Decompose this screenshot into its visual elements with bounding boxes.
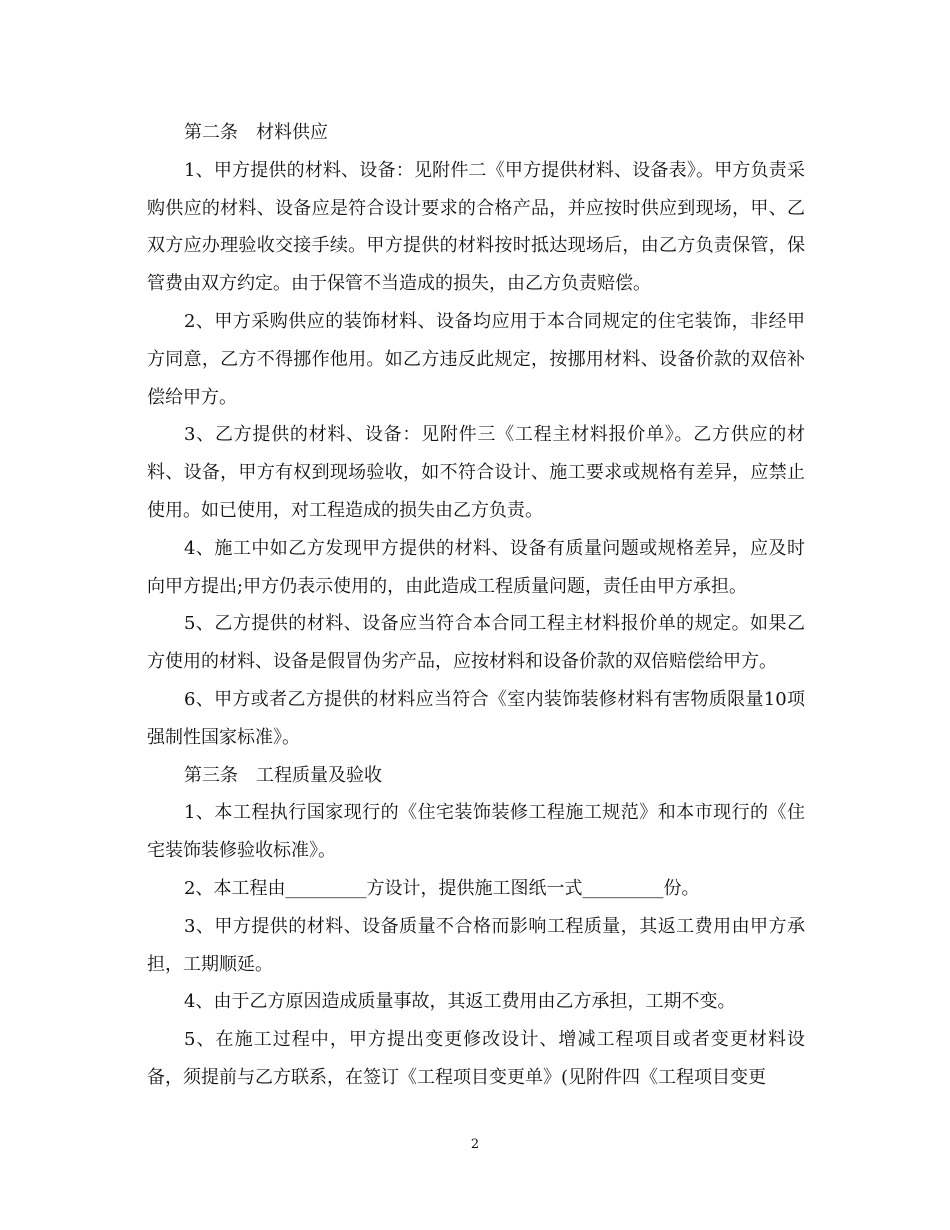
paragraph-2-2: 2、甲方采购供应的装饰材料、设备均应用于本合同规定的住宅装饰，非经甲方同意，乙方不得挪作他用。如乙方违反此规定，按挪用材料、设备价款的双倍补偿给甲方。 [147, 310, 805, 408]
paragraph-3-2: 2、本工程由_________方设计，提供施工图纸一式_________份。 [184, 877, 700, 899]
paragraph-3-1: 1、本工程执行国家现行的《住宅装饰装修工程施工规范》和本市现行的《住宅装饰装修验收标准》。 [147, 802, 805, 862]
paragraph-3-3: 3、甲方提供的材料、设备质量不合格而影响工程质量，其返工费用由甲方承担，工期顺延。 [147, 915, 805, 975]
document-body [147, 114, 805, 1097]
paragraph-2-1: 1、甲方提供的材料、设备：见附件二《甲方提供材料、设备表》。甲方负责采购供应的材料、设备应是符合设计要求的合格产品，并应按时供应到现场，甲、乙双方应办理验收交接手续。甲方提供的材料按时抵达现场后，由乙方负责保管，保管费由双方约定。由于保管不当造成的损失，由乙方负责赔偿。 [147, 159, 805, 295]
paragraph-2-6: 6、甲方或者乙方提供的材料应当符合《室内装饰装修材料有害物质限量10项强制性国家标准》。 [147, 688, 805, 748]
paragraph-2-5: 5、乙方提供的材料、设备应当符合本合同工程主材料报价单的规定。如果乙方使用的材料、设备是假冒伪劣产品，应按材料和设备价款的双倍赔偿给甲方。 [147, 613, 805, 673]
paragraph-2-3: 3、乙方提供的材料、设备：见附件三《工程主材料报价单》。乙方供应的材料、设备，甲方有权到现场验收，如不符合设计、施工要求或规格有差异，应禁止使用。如已使用，对工程造成的损失由乙方负责。 [147, 424, 805, 521]
paragraph-3-5: 5、在施工过程中，甲方提出变更修改设计、增减工程项目或者变更材料设备，须提前与乙方联系，在签订《工程项目变更单》(见附件四《工程项目变更 [147, 1029, 805, 1088]
paragraph-2-4: 4、施工中如乙方发现甲方提供的材料、设备有质量问题或规格差异，应及时向甲方提出;甲方仍表示使用的，由此造成工程质量问题，责任由甲方承担。 [147, 537, 805, 597]
page-number: 2 [470, 1137, 480, 1152]
paragraph-3-4: 4、由于乙方原因造成质量事故，其返工费用由乙方承担，工期不变。 [184, 991, 736, 1013]
section-heading-article-2: 第二条 材料供应 [184, 122, 328, 143]
section-heading-article-3: 第三条 工程质量及验收 [184, 764, 382, 786]
